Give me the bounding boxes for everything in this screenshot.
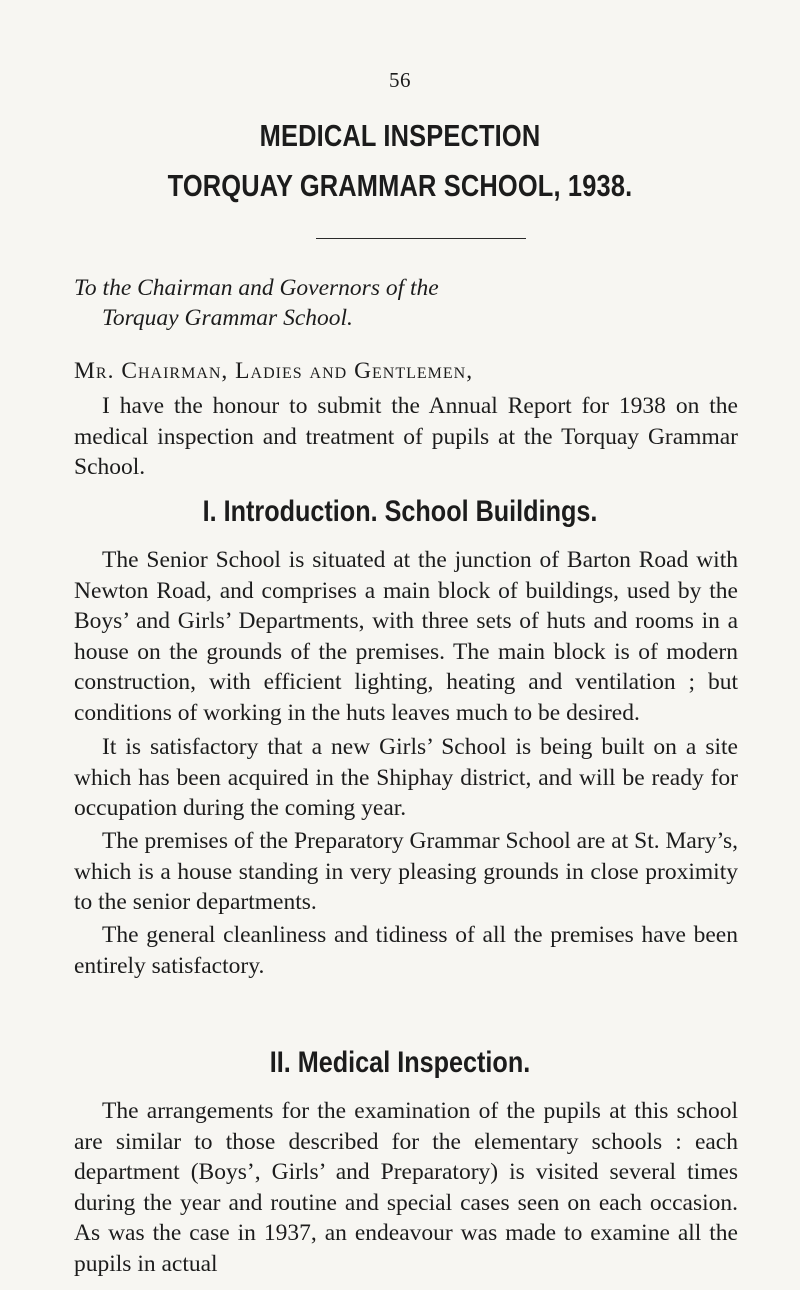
document-title-line-2: TORQUAY GRAMMAR SCHOOL, 1938. <box>167 168 633 203</box>
section-heading-medical-inspection: II. Medical Inspection. <box>269 1046 531 1079</box>
buildings-paragraph-1: The Senior School is situated at the junction of Barton Road with Newton Road, and comprises a main block of buildings, used by the Boys’ and Girls’ Departments, with three sets of huts and rooms in a house on the grounds of the premises. The main block is of modern construction, with efficient lighting, heating and ventilation ; but conditions of working in the huts leaves much to be desired. <box>74 547 738 726</box>
page-number: 56 <box>389 68 411 92</box>
document-title-line-1: MEDICAL INSPECTION <box>259 118 541 153</box>
title-divider <box>316 238 526 239</box>
inspection-paragraph-1: The arrangements for the examination of the pupils at this school are similar to those described for the elementary schools : each department (Boys’, Girls’ and Preparatory) is visited several times during the year and routine and special cases seen on each occasion. As was the case in 1937, an endeavour was made to examine all the pupils in actual <box>74 1098 738 1277</box>
buildings-paragraph-2: It is satisfactory that a new Girls’ School is being built on a site which has been acquired in the Shiphay district, and will be ready for occupation during the coming year. <box>74 734 738 822</box>
buildings-paragraph-3: The premises of the Preparatory Grammar School are at St. Mary’s, which is a house standing in very pleasing grounds in close proximity to the senior departments. <box>74 828 738 916</box>
section-heading-introduction: I. Introduction. School Buildings. <box>202 495 598 528</box>
addressee-line-2: Torquay Grammar School. <box>102 305 353 331</box>
addressee-line-1: To the Chairman and Governors of the <box>74 275 439 301</box>
salutation: Mr. Chairman, Ladies and Gentlemen, <box>74 358 474 384</box>
intro-paragraph: I have the honour to submit the Annual Report for 1938 on the medical inspection and treatment of pupils at the Torquay Grammar School. <box>74 393 738 481</box>
buildings-paragraph-4: The general cleanliness and tidiness of all the premises have been entirely satisfactory. <box>74 922 738 979</box>
